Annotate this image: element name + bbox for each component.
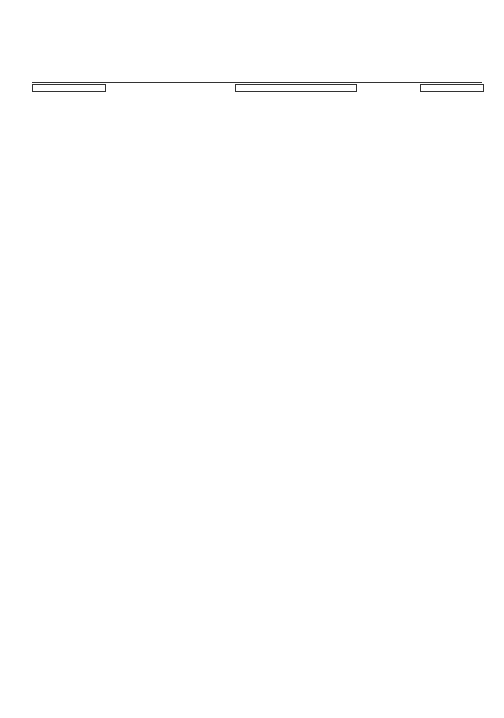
year-box	[32, 84, 106, 92]
number-box	[420, 84, 484, 92]
top-divider	[32, 82, 482, 83]
date-box	[235, 84, 357, 92]
